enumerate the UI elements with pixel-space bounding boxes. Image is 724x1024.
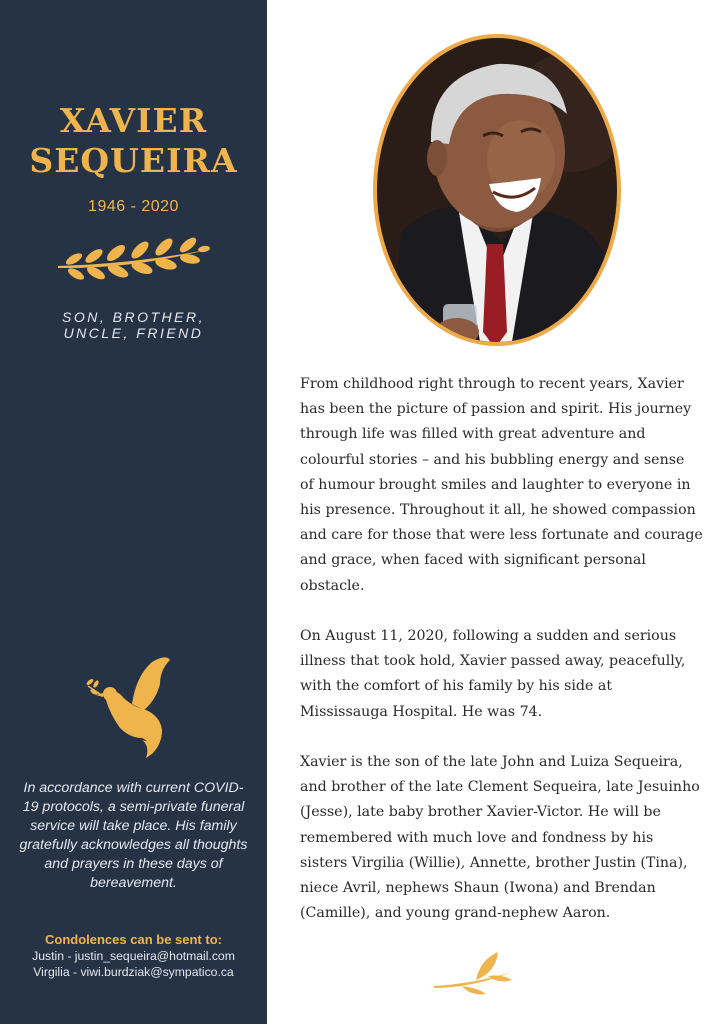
- text-line: has been the picture of passion and spirit. His journey: [300, 401, 692, 418]
- role-line-1: SON, BROTHER,: [62, 309, 205, 325]
- deceased-name-first: XAVIER: [59, 101, 208, 140]
- life-years: 1946 - 2020: [88, 198, 179, 215]
- role-line-2: UNCLE, FRIEND: [63, 325, 204, 341]
- text-line: Mississauga Hospital. He was 74.: [300, 703, 543, 720]
- dove-with-olive-branch-icon: [86, 654, 176, 758]
- text-line: of humour brought smiles and laughter to everyone in: [300, 476, 691, 493]
- text-line: (Jesse), late baby brother Xavier-Victor. He will be: [300, 804, 661, 821]
- text-line: (Camille), and young grand-nephew Aaron.: [300, 905, 611, 922]
- obituary-paragraph-3: [300, 750, 700, 926]
- text-line: niece Avril, nephews Shaun (Iwona) and Brendan: [300, 880, 656, 897]
- covid-notice: In accordance with current COVID-19 protocols, a semi-private funeral service will take place. His family gratefully acknowledges all thoughts and prayers in these days of bereavement.: [19, 780, 248, 891]
- text-line: through life was filled with great adventure and: [300, 426, 646, 443]
- text-line: illness that took hold, Xavier passed away, peacefully,: [300, 653, 686, 670]
- obituary-paragraph-2: [300, 624, 700, 725]
- leaf-sprig-icon: [432, 950, 516, 996]
- text-line: colourful stories – and his bubbling energy and sense: [300, 451, 685, 468]
- text-line: remembered with much love and fondness by his: [300, 829, 654, 846]
- text-line: with the comfort of his family by his side at: [300, 678, 613, 695]
- sidebar: [0, 0, 267, 1024]
- text-line: and brother of the late Clement Sequeira, late Jesuinho: [300, 779, 700, 796]
- deceased-name-last: SEQUEIRA: [29, 141, 238, 180]
- obituary-paragraph-1: [300, 372, 703, 599]
- text-line: his presence. Throughout it all, he showed compassion: [300, 502, 696, 519]
- contact-virgilia: Virgilia - viwi.burdziak@sympatico.ca: [33, 965, 234, 979]
- text-line: On August 11, 2020, following a sudden and serious: [300, 628, 677, 644]
- contact-justin: Justin - justin_sequeira@hotmail.com: [32, 949, 235, 963]
- laurel-branch-icon: [54, 236, 210, 282]
- text-line: sisters Virgilia (Willie), Annette, brother Justin (Tina),: [300, 854, 688, 871]
- text-line: Xavier is the son of the late John and Luiza Sequeira,: [300, 754, 683, 770]
- text-line: and grace, when faced with significant personal: [300, 552, 646, 569]
- text-line: and care for those that were less fortunate and courage: [300, 527, 703, 544]
- text-line: obstacle.: [300, 577, 365, 594]
- portrait-photo: [371, 32, 623, 348]
- condolences-title: Condolences can be sent to:: [45, 932, 222, 947]
- text-line: From childhood right through to recent years, Xavier: [300, 376, 684, 392]
